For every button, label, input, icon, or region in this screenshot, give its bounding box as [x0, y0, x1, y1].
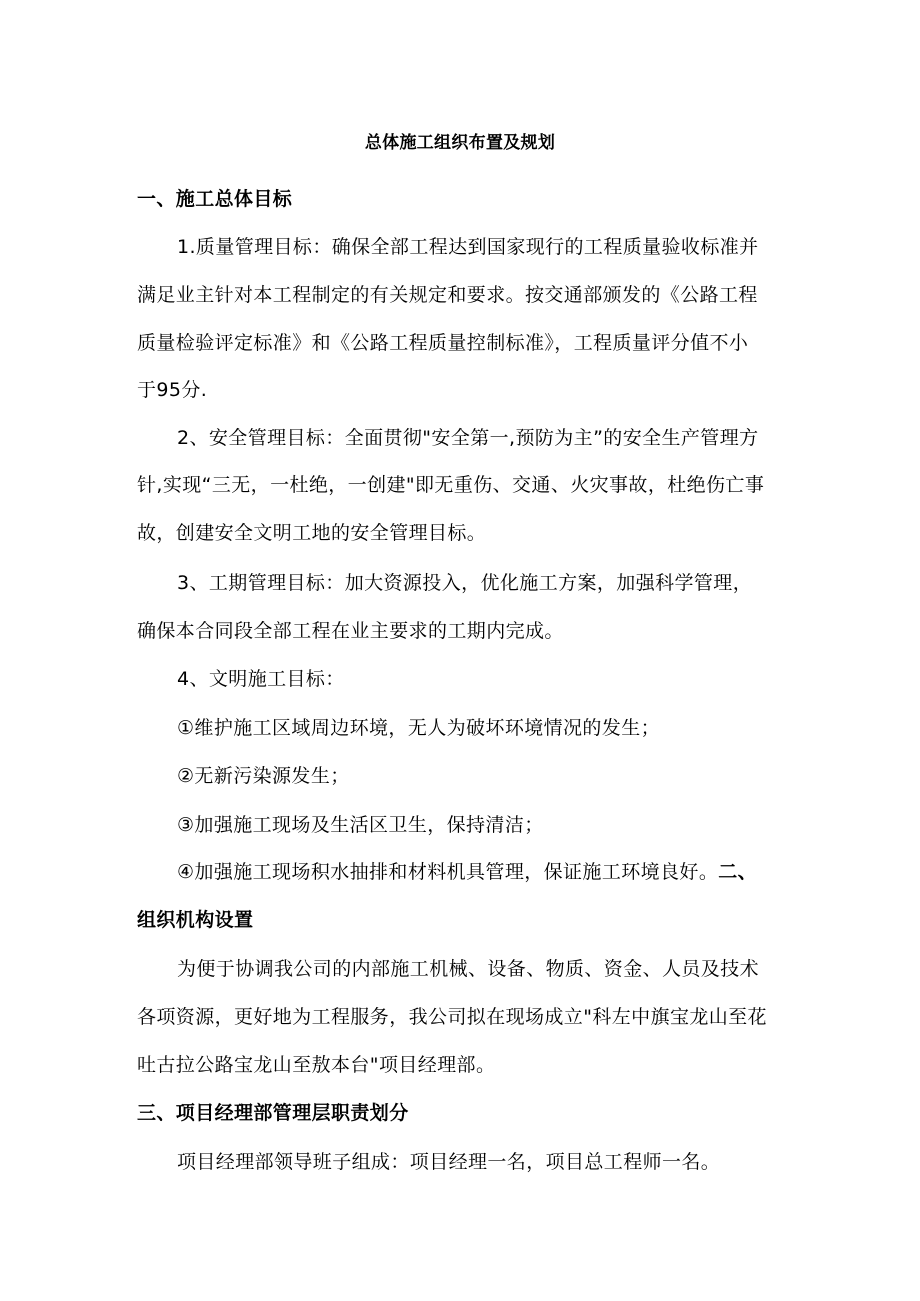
paragraph-org-line-1: 为便于协调我公司的内部施工机械、设备、物质、资金、人员及技术 [177, 958, 760, 980]
paragraph-schedule-line-1: 3、工期管理目标：加大资源投入，优化施工方案，加强科学管理， [177, 572, 753, 594]
section-heading-2: 组织机构设置 [137, 909, 254, 931]
paragraph-org-line-2: 各项资源，更好地为工程服务，我公司拟在现场成立"科左中旗宝龙山至花 [137, 1006, 767, 1028]
list-item: ③加强施工现场及生活区卫生，保持清洁； [177, 814, 544, 836]
list-item: ①维护施工区域周边环境，无人为破坏环境情况的发生； [177, 717, 661, 739]
paragraph-safety-line-2: 针,实现“三无，一杜绝，一创建"即无重伤、交通、火灾事故，杜绝伤亡事 [137, 474, 765, 496]
paragraph-org-line-3: 吐古拉公路宝龙山至敖本台"项目经理部。 [137, 1054, 496, 1076]
paragraph-civilized-heading: 4、文明施工目标： [177, 668, 345, 690]
list-item-text: ④加强施工现场积水抽排和材料机具管理，保证施工环境良好。 [177, 861, 719, 883]
section-heading-1: 一、施工总体目标 [137, 188, 293, 210]
paragraph-safety-line-3: 故，创建安全文明工地的安全管理目标。 [137, 522, 487, 544]
paragraph-quality-line-4: 于95分. [137, 379, 208, 401]
paragraph-quality-line-1: 1.质量管理目标：确保全部工程达到国家现行的工程质量验收标准并 [177, 236, 759, 258]
list-item: ②无新污染源发生； [177, 765, 350, 787]
paragraph-safety-line-1: 2、安全管理目标：全面贯彻"安全第一,预防为主”的安全生产管理方 [177, 427, 759, 449]
section-heading-2-prefix: 二、 [718, 861, 758, 883]
paragraph-quality-line-3: 质量检验评定标准》和《公路工程质量控制标准》，工程质量评分值不小 [137, 332, 749, 354]
paragraph-schedule-line-2: 确保本合同段全部工程在业主要求的工期内完成。 [137, 620, 564, 642]
section-heading-3: 三、项目经理部管理层职责划分 [137, 1102, 409, 1124]
paragraph-quality-line-2: 满足业主针对本工程制定的有关规定和要求。按交通部颁发的《公路工程 [137, 284, 758, 306]
paragraph-leadership: 项目经理部领导班子组成：项目经理一名，项目总工程师一名。 [177, 1151, 721, 1173]
document-title: 总体施工组织布置及规划 [364, 133, 556, 153]
list-item-with-heading [177, 859, 757, 885]
